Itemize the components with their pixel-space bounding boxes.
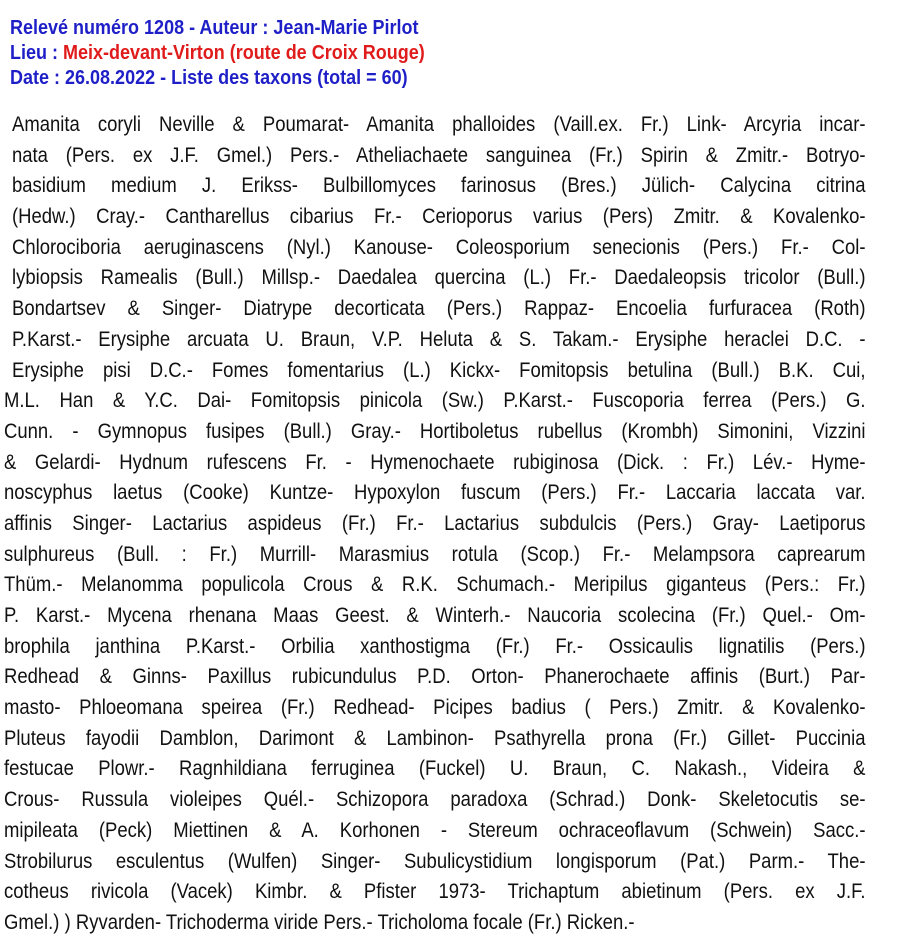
taxa-line: Gmel.) ) Ryvarden- Trichoderma viride Pers.- Tricholoma focale (Fr.) Ricken.- <box>4 910 635 934</box>
taxa-line: nata (Pers. ex J.F. Gmel.) Pers.- Atheliachaete sanguinea (Fr.) Spirin & Zmitr.- Botryo- <box>11 143 866 167</box>
taxa-line: festucae Plowr.- Ragnhildiana ferruginea (Fuckel) U. Braun, C. Nakash., Videira & <box>4 757 866 781</box>
taxa-line: Chlorociboria aeruginascens (Nyl.) Kanouse- Coleosporium senecionis (Pers.) Fr.- Col- <box>11 235 866 259</box>
taxa-line: masto- Phloeomana speirea (Fr.) Redhead- Picipes badius ( Pers.) Zmitr. & Kovalenko- <box>4 696 866 720</box>
taxa-line: affinis Singer- Lactarius aspideus (Fr.) Fr.- Lactarius subdulcis (Pers.) Gray- Laetiporus <box>4 511 866 535</box>
taxa-line: Bondartsev & Singer- Diatrype decorticata (Pers.) Rappaz- Encoelia furfuracea (Roth) <box>11 297 866 321</box>
taxa-line: P.Karst.- Erysiphe arcuata U. Braun, V.P. Heluta & S. Takam.- Erysiphe heraclei D.C. - <box>11 327 866 351</box>
taxa-line: Strobilurus esculentus (Wulfen) Singer- Subulicystidium longisporum (Pat.) Parm.- The- <box>4 849 866 873</box>
taxa-list <box>4 110 866 939</box>
record-number-author: Relevé numéro 1208 - Auteur : Jean-Marie Pirlot <box>10 17 419 39</box>
record-header <box>10 16 425 91</box>
taxa-line: Amanita coryli Neville & Poumarat- Amanita phalloides (Vaill.ex. Fr.) Link- Arcyria incar- <box>11 113 866 136</box>
taxa-line: P. Karst.- Mycena rhenana Maas Geest. & Winterh.- Naucoria scolecina (Fr.) Quel.- Om- <box>4 604 866 627</box>
taxa-line: lybiopsis Ramealis (Bull.) Millsp.- Daedalea quercina (L.) Fr.- Daedaleopsis tricolor (Bull.) <box>11 266 866 290</box>
location-label: Lieu : <box>10 42 64 64</box>
taxa-line: Pluteus fayodii Damblon, Darimont & Lambinon- Psathyrella prona (Fr.) Gillet- Puccinia <box>4 726 866 750</box>
taxa-line: Redhead & Ginns- Paxillus rubicundulus P.D. Orton- Phanerochaete affinis (Burt.) Par- <box>4 665 866 689</box>
location-line <box>10 41 425 66</box>
taxa-line: & Gelardi- Hydnum rufescens Fr. - Hymenochaete rubiginosa (Dick. : Fr.) Lév.- Hyme- <box>4 450 866 474</box>
taxa-line: Crous- Russula violeipes Quél.- Schizopora paradoxa (Schrad.) Donk- Skeletocutis se- <box>4 788 866 812</box>
taxa-line: noscyphus laetus (Cooke) Kuntze- Hypoxylon fuscum (Pers.) Fr.- Laccaria laccata var. <box>4 481 866 505</box>
taxa-line: Thüm.- Melanomma populicola Crous & R.K. Schumach.- Meripilus giganteus (Pers.: Fr.) <box>4 573 866 597</box>
taxa-line: Cunn. - Gymnopus fusipes (Bull.) Gray.- Hortiboletus rubellus (Krombh) Simonini, Vizzini <box>4 419 866 443</box>
taxa-line: cotheus rivicola (Vacek) Kimbr. & Pfister 1973- Trichaptum abietinum (Pers. ex J.F. <box>4 880 866 904</box>
date-taxa-total: Date : 26.08.2022 - Liste des taxons (total = 60) <box>10 67 408 89</box>
taxa-line: brophila janthina P.Karst.- Orbilia xanthostigma (Fr.) Fr.- Ossicaulis lignatilis (Pers.) <box>4 634 866 658</box>
taxa-line: basidium medium J. Erikss- Bulbillomyces farinosus (Bres.) Jülich- Calycina citrina <box>11 174 866 198</box>
taxa-line: (Hedw.) Cray.- Cantharellus cibarius Fr.- Cerioporus varius (Pers) Zmitr. & Kovalenko- <box>11 205 866 229</box>
taxa-line: sulphureus (Bull. : Fr.) Murrill- Marasmius rotula (Scop.) Fr.- Melampsora caprearum <box>4 542 866 566</box>
taxa-line: mipileata (Peck) Miettinen & A. Korhonen - Stereum ochraceoflavum (Schwein) Sacc.- <box>4 818 866 842</box>
location-value: Meix-devant-Virton (route de Croix Rouge) <box>63 42 425 64</box>
taxa-line: Erysiphe pisi D.C.- Fomes fomentarius (L.) Kickx- Fomitopsis betulina (Bull.) B.K. Cui, <box>11 358 866 382</box>
taxa-line: M.L. Han & Y.C. Dai- Fomitopsis pinicola (Sw.) P.Karst.- Fuscoporia ferrea (Pers.) G. <box>4 389 866 413</box>
